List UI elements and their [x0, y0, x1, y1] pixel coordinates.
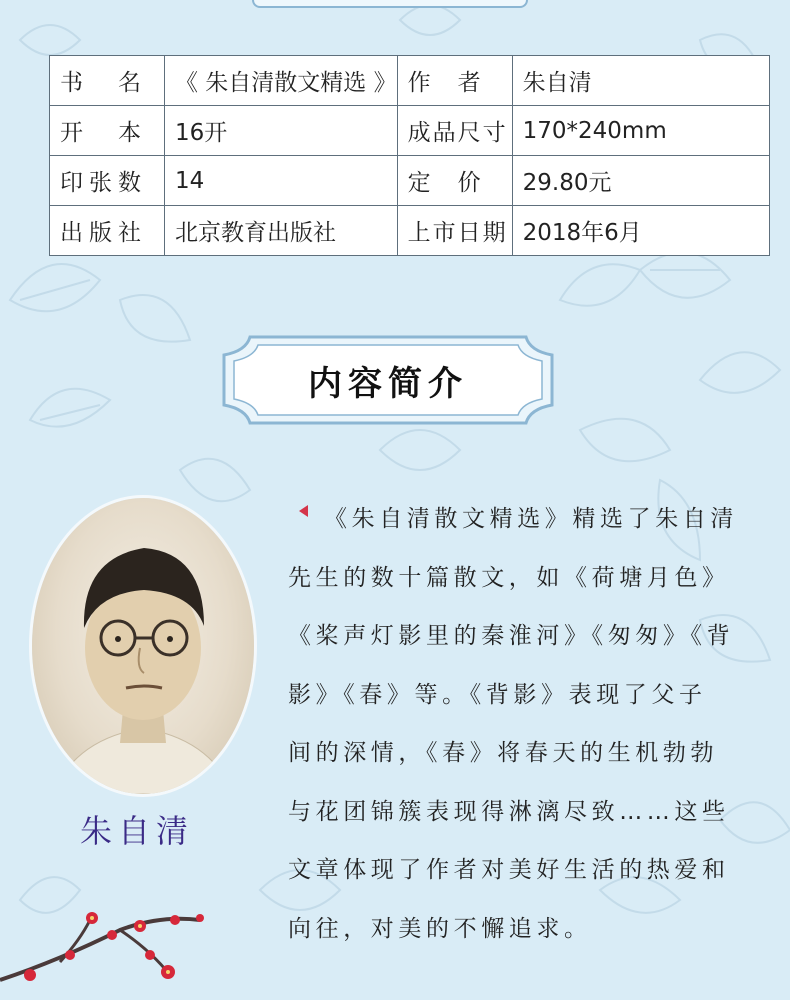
intro-line: 向往，对美的不懈追求。: [288, 915, 592, 942]
value-format: 16开: [165, 106, 398, 156]
book-introduction: [288, 490, 758, 958]
intro-line: 《桨声灯影里的秦淮河》《匆匆》《背: [288, 623, 735, 649]
label-price: 定 价: [397, 156, 512, 206]
table-row: [50, 156, 770, 206]
author-portrait: [32, 498, 254, 794]
plum-blossom-icon: [0, 900, 240, 1000]
label-author: 作 者: [397, 56, 512, 106]
value-release-date: 2018年6月: [512, 206, 769, 256]
book-info-table: [49, 55, 770, 256]
label-title: 书 名: [50, 56, 165, 106]
label-publisher: 出版社: [50, 206, 165, 256]
intro-line: 与花团锦簇表现得淋漓尽致……这些: [288, 798, 730, 825]
intro-line: 先生的数十篇散文，如《荷塘月色》: [288, 564, 730, 591]
value-size: 170*240mm: [512, 106, 769, 156]
label-sheets: 印张数: [50, 156, 165, 206]
table-row: [50, 106, 770, 156]
portrait-illustration-icon: [32, 498, 254, 794]
label-release-date: 上市日期: [397, 206, 512, 256]
intro-line: 影》《春》等。《背影》表现了父子: [288, 681, 707, 708]
intro-line: 文章体现了作者对美好生活的热爱和: [288, 857, 730, 883]
label-format: 开 本: [50, 106, 165, 156]
section-banner: [220, 333, 556, 427]
top-tab-decoration: [252, 0, 528, 8]
intro-line: 《朱自清散文精选》精选了朱自清: [324, 506, 738, 532]
author-name-caption: 朱自清: [79, 812, 194, 850]
value-price: 29.80元: [512, 156, 769, 206]
value-sheets: 14: [165, 156, 398, 206]
value-publisher: 北京教育出版社: [165, 206, 398, 256]
intro-line: 间的深情，《春》将春天的生机勃勃: [288, 740, 719, 766]
section-title: 内容简介: [308, 363, 468, 404]
table-row: [50, 206, 770, 256]
label-size: 成品尺寸: [397, 106, 512, 156]
value-title: 《 朱自清散文精选 》: [165, 56, 398, 106]
table-row: [50, 56, 770, 106]
value-author: 朱自清: [512, 56, 769, 106]
